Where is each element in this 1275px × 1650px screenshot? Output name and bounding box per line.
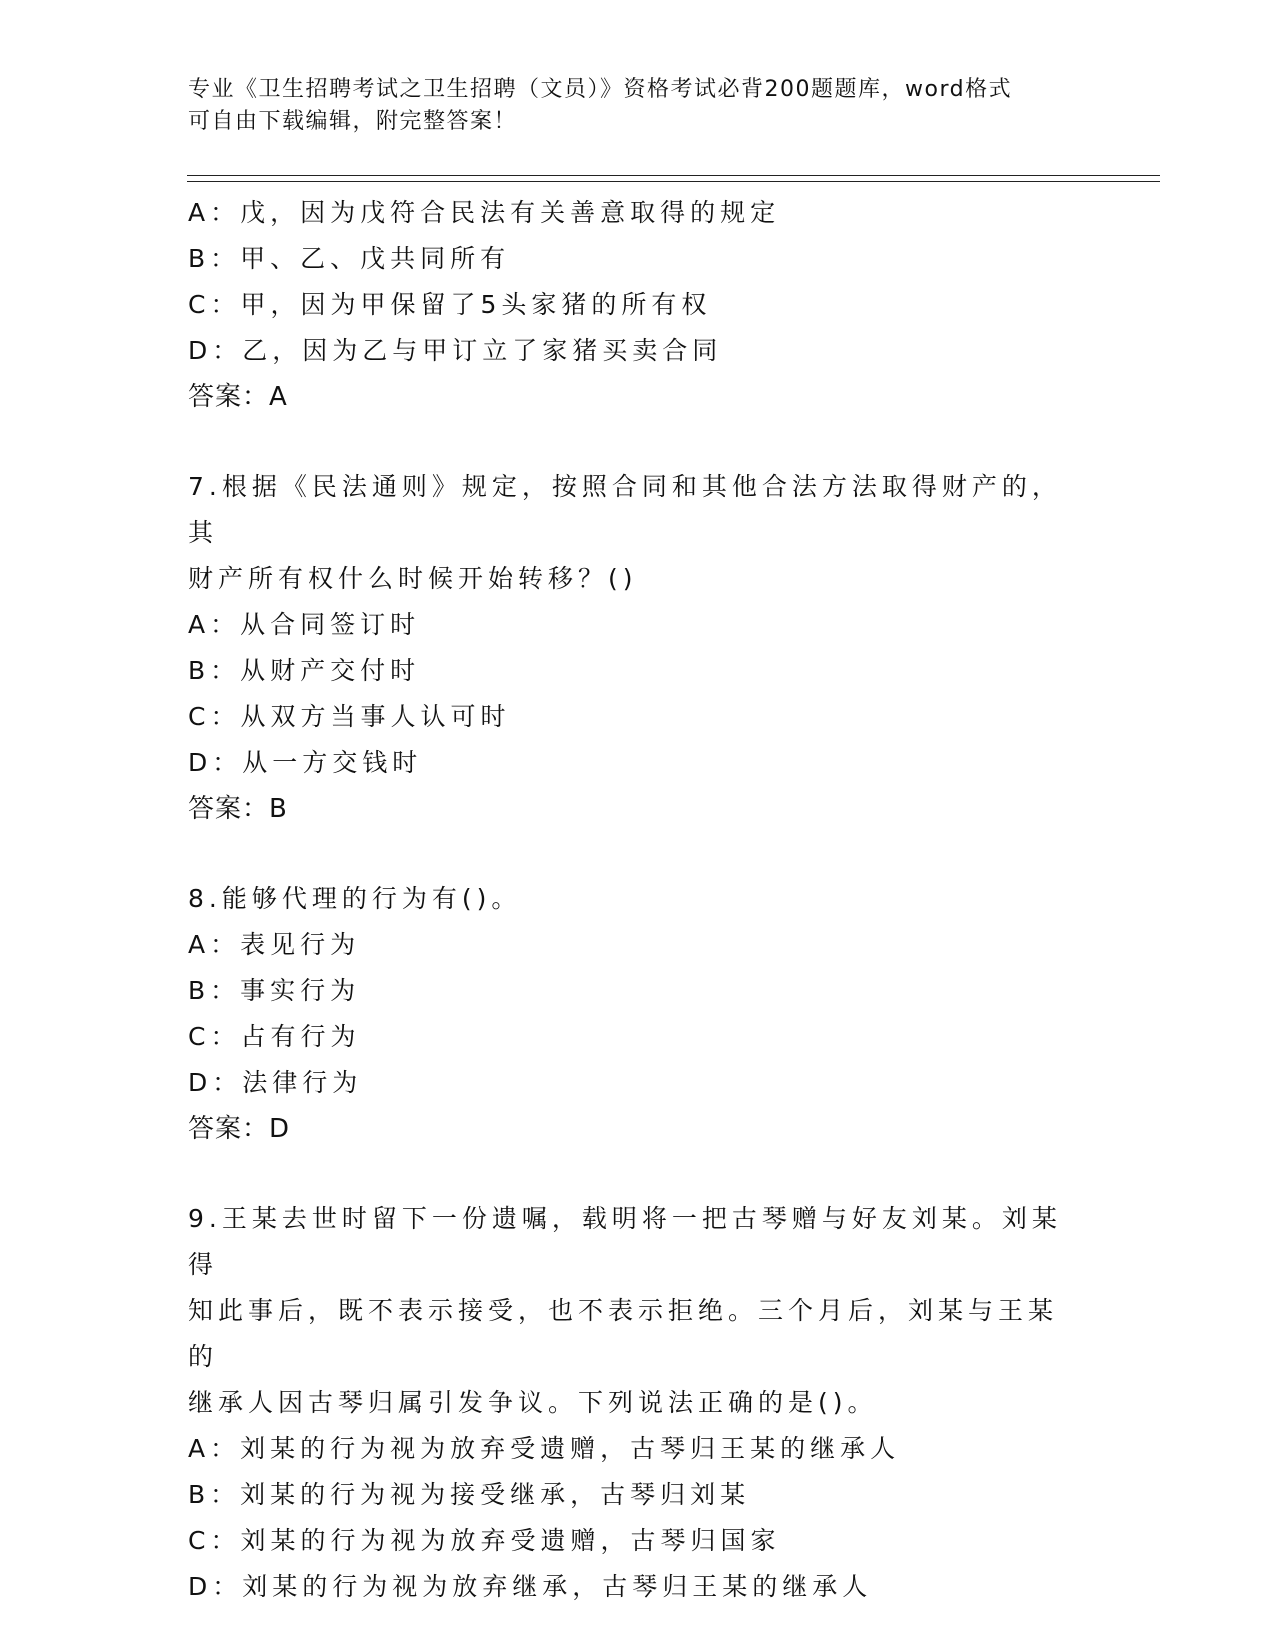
question-spacer xyxy=(188,832,1068,876)
option-c: C：甲，因为甲保留了5头家猪的所有权 xyxy=(188,290,712,319)
option-a: A：表见行为 xyxy=(188,930,361,959)
question-stem-line: 财产所有权什么时候开始转移？() xyxy=(188,564,638,593)
option-c: C：刘某的行为视为放弃受遗赠，古琴归国家 xyxy=(188,1526,781,1555)
answer-line: 答案：D xyxy=(188,1114,291,1144)
option-d: D：乙，因为乙与甲订立了家猪买卖合同 xyxy=(188,336,723,365)
answer-line: 答案：A xyxy=(188,382,288,412)
header-line-1: 专业《卫生招聘考试之卫生招聘（文员）》资格考试必背200题题库，word格式 xyxy=(188,77,1013,102)
option-a: A：刘某的行为视为放弃受遗赠，古琴归王某的继承人 xyxy=(188,1434,901,1463)
header-divider-top xyxy=(187,175,1160,176)
question-7 xyxy=(188,464,1068,832)
option-d: D：法律行为 xyxy=(188,1068,363,1097)
document-header xyxy=(188,74,1088,138)
question-stem-line: 7.根据《民法通则》规定，按照合同和其他合法方法取得财产的，其 xyxy=(188,472,1062,547)
question-spacer xyxy=(188,420,1068,464)
option-b: B：刘某的行为视为接受继承，古琴归刘某 xyxy=(188,1480,751,1509)
question-9 xyxy=(188,1196,1068,1610)
option-b: B：从财产交付时 xyxy=(188,656,421,685)
option-b: B：甲、乙、戊共同所有 xyxy=(188,244,511,273)
question-spacer xyxy=(188,1152,1068,1196)
question-stem-line: 继承人因古琴归属引发争议。下列说法正确的是()。 xyxy=(188,1388,878,1417)
question-6 xyxy=(188,190,1068,420)
question-8 xyxy=(188,876,1068,1152)
option-d: D：从一方交钱时 xyxy=(188,748,423,777)
question-stem-line: 9.王某去世时留下一份遗嘱，载明将一把古琴赠与好友刘某。刘某得 xyxy=(188,1204,1062,1279)
question-stem-line: 知此事后，既不表示接受，也不表示拒绝。三个月后，刘某与王某的 xyxy=(188,1296,1059,1371)
question-stem-line: 8.能够代理的行为有()。 xyxy=(188,884,522,913)
option-b: B：事实行为 xyxy=(188,976,361,1005)
option-a: A：戊，因为戊符合民法有关善意取得的规定 xyxy=(188,198,781,227)
header-divider-bottom xyxy=(187,181,1160,182)
option-d: D：刘某的行为视为放弃继承，古琴归王某的继承人 xyxy=(188,1572,873,1601)
question-list xyxy=(188,190,1068,1610)
answer-line: 答案：B xyxy=(188,794,288,824)
option-a: A：从合同签订时 xyxy=(188,610,421,639)
option-c: C：占有行为 xyxy=(188,1022,361,1051)
header-line-2: 可自由下载编辑，附完整答案！ xyxy=(188,109,518,134)
option-c: C：从双方当事人认可时 xyxy=(188,702,511,731)
